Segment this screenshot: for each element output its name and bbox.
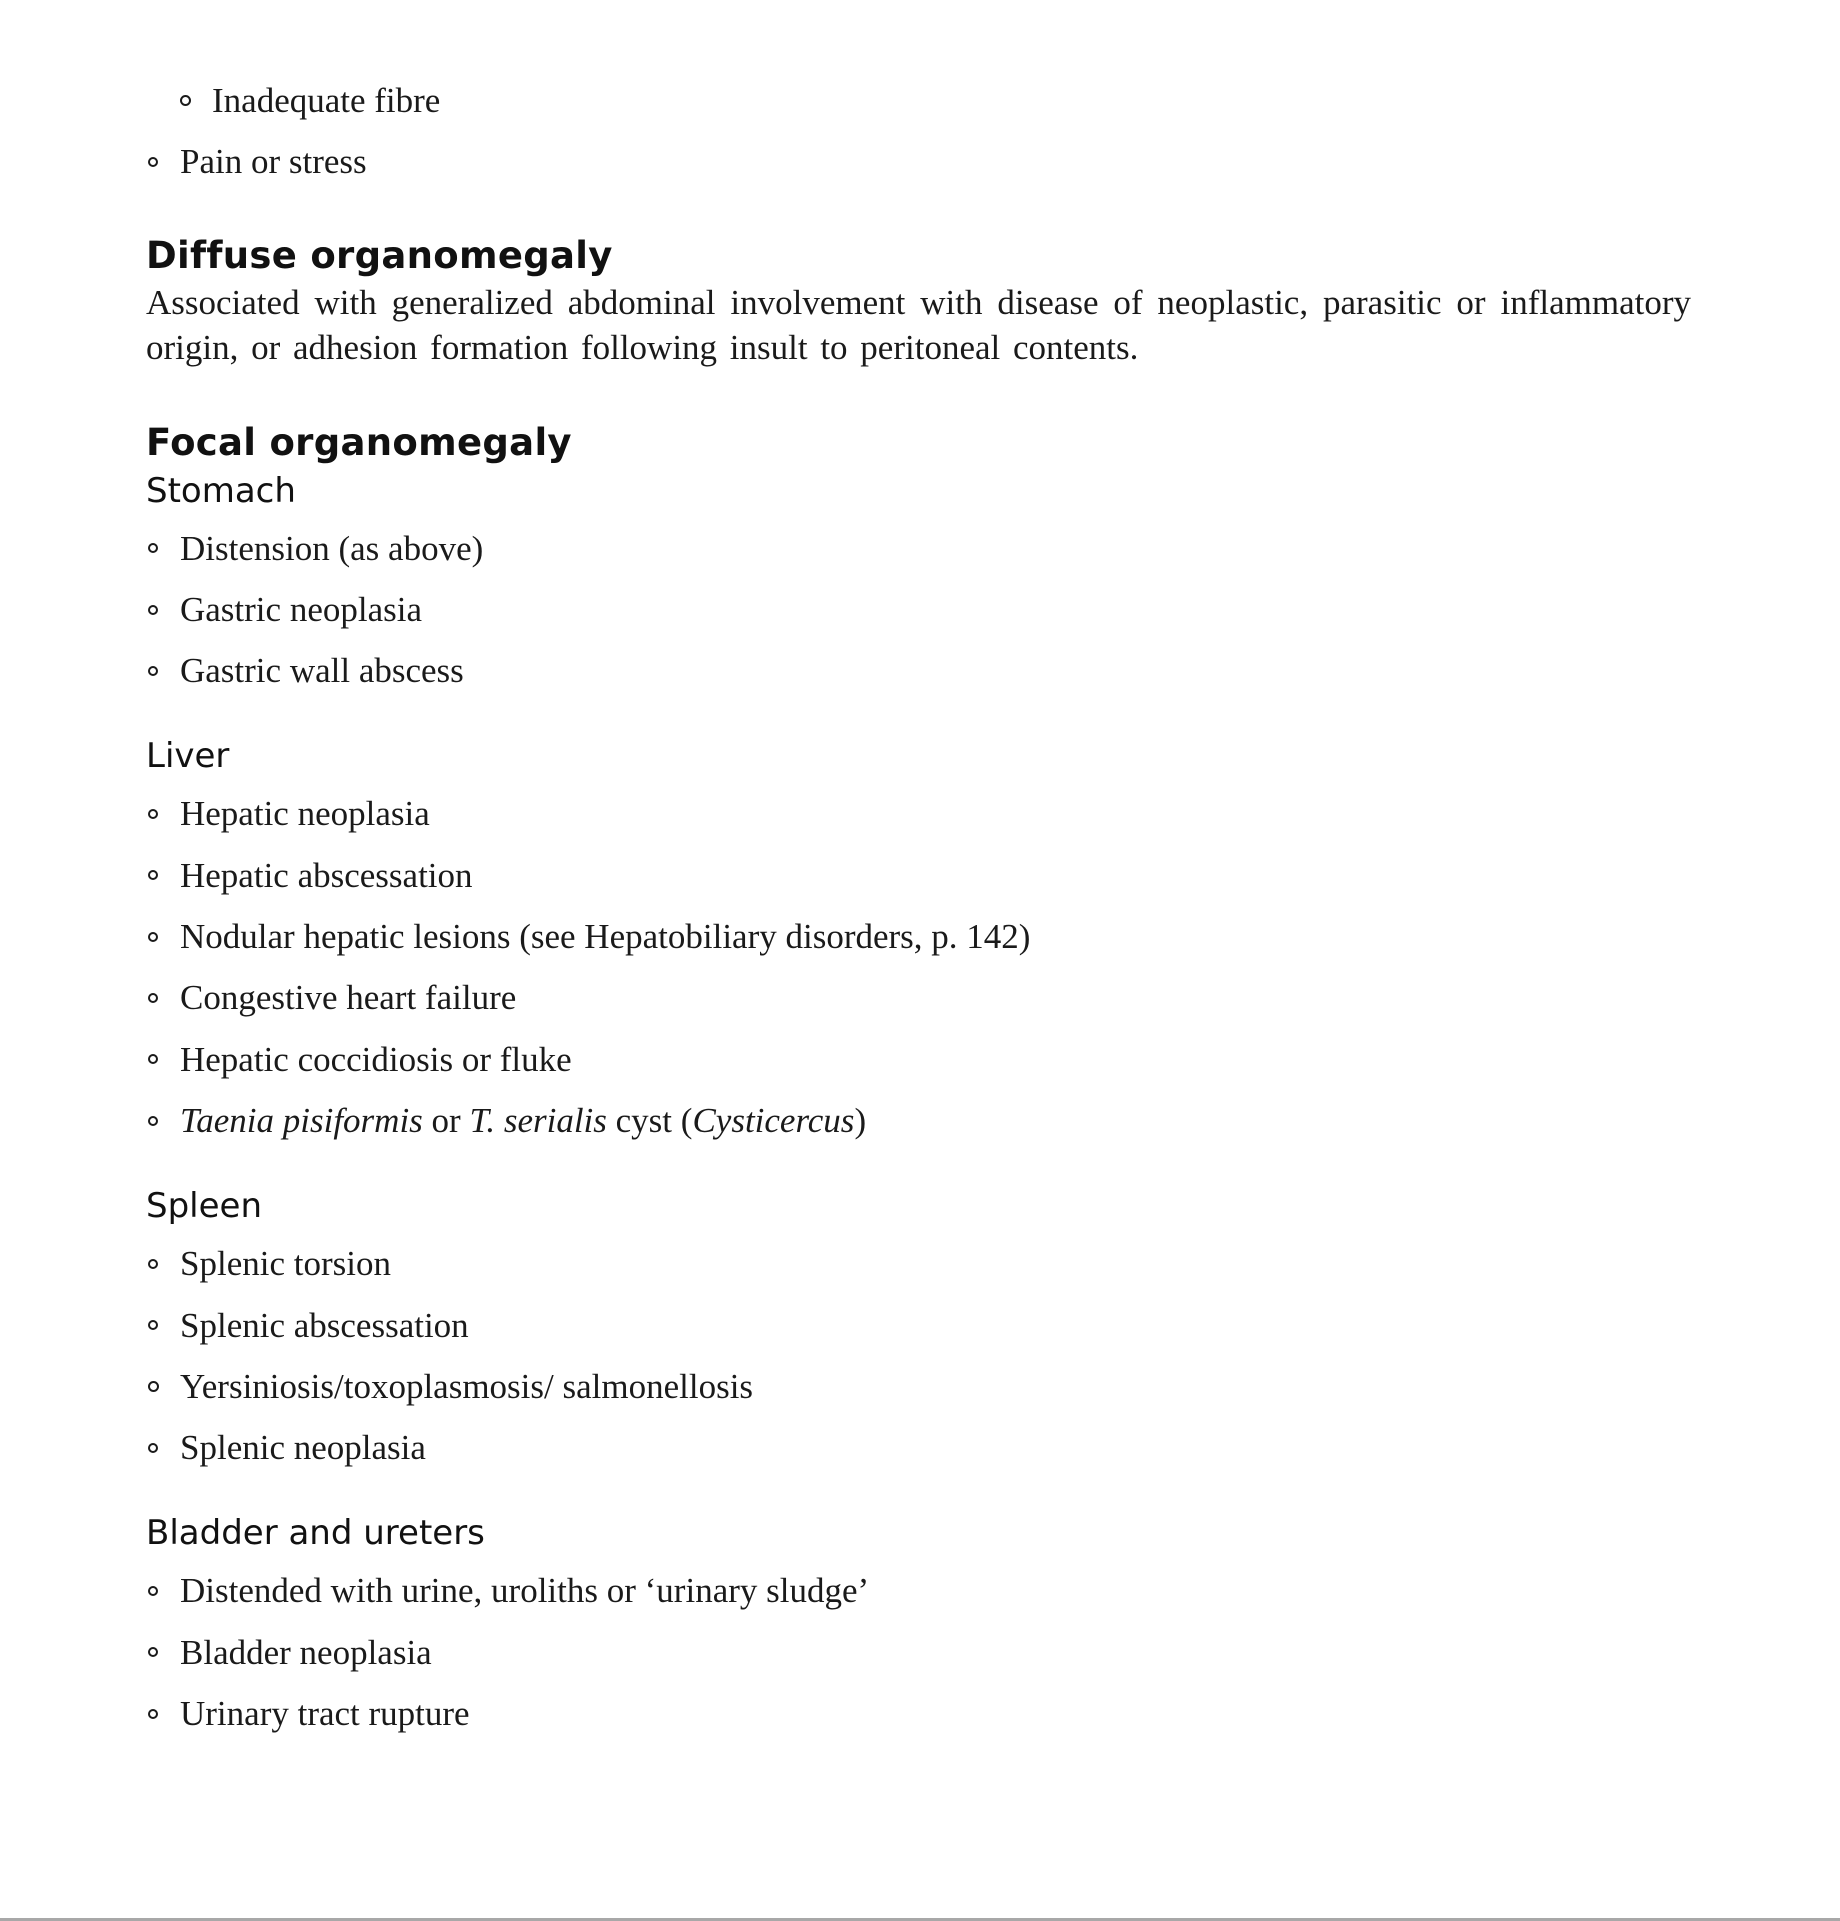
subheading-stomach: Stomach	[146, 470, 296, 511]
list-item	[146, 1417, 1691, 1478]
subheading-liver: Liver	[146, 736, 230, 777]
list-item-text: Gastric wall abscess	[180, 651, 464, 691]
species-name: Taenia pisiformis	[180, 1100, 423, 1140]
list-item-text: )	[854, 1100, 867, 1140]
stomach-list	[146, 518, 1691, 702]
list-item	[146, 906, 1691, 967]
bullet-icon	[148, 1259, 158, 1269]
list-item-text: Inadequate fibre	[212, 81, 441, 120]
bullet-icon	[148, 1054, 158, 1064]
species-name: T. serialis	[469, 1100, 607, 1140]
list-item-text: Splenic torsion	[180, 1244, 391, 1284]
list-item	[146, 845, 1691, 906]
bullet-icon	[148, 932, 158, 942]
list-item	[146, 967, 1691, 1028]
subheading-spleen: Spleen	[146, 1186, 262, 1227]
hollow-bullet-icon	[148, 1381, 159, 1392]
list-item-text: Distension (as above)	[180, 528, 484, 568]
bullet-icon	[148, 1116, 158, 1126]
spleen-list	[146, 1233, 1691, 1478]
list-item-text: Congestive heart failure	[180, 978, 517, 1018]
list-item-text: Hepatic neoplasia	[180, 794, 430, 834]
list-item-text: Splenic abscessation	[180, 1305, 469, 1345]
list-item-text: Yersiniosis/toxoplasmosis/ salmonellosis	[180, 1366, 754, 1406]
genus-name: Cysticercus	[692, 1100, 855, 1140]
list-item	[146, 579, 1691, 640]
bullet-icon	[148, 993, 158, 1003]
bullet-icon	[148, 809, 158, 819]
list-item	[146, 518, 1691, 579]
list-item-text: Bladder neoplasia	[180, 1632, 432, 1672]
section-heading-focal: Focal organomegaly	[146, 420, 572, 464]
bullet-icon	[148, 1443, 158, 1453]
list-item	[146, 1683, 1691, 1744]
section-heading-diffuse: Diffuse organomegaly	[146, 233, 613, 277]
bullet-icon	[148, 543, 158, 553]
list-item-text: Gastric neoplasia	[180, 589, 422, 629]
list-item-text: Splenic neoplasia	[180, 1428, 426, 1468]
list-item-text: Urinary tract rupture	[180, 1694, 470, 1734]
list-item	[146, 1029, 1691, 1090]
bullet-icon	[148, 870, 158, 880]
bullet-icon	[148, 1647, 158, 1657]
list-item	[146, 783, 1691, 844]
bullet-icon	[148, 666, 158, 676]
list-item	[146, 1295, 1691, 1356]
bullet-icon	[148, 605, 158, 615]
bullet-icon	[148, 1709, 158, 1719]
bladder-list	[146, 1560, 1691, 1744]
list-item	[146, 640, 1691, 701]
page-content	[146, 70, 1691, 1744]
list-item	[146, 1622, 1691, 1683]
list-item	[146, 1090, 1691, 1151]
bullet-icon	[148, 1320, 158, 1330]
list-item	[146, 131, 1691, 192]
bullet-icon	[148, 157, 158, 167]
list-item-text: Nodular hepatic lesions (see Hepatobiliary disorders, p. 142)	[180, 917, 1031, 957]
list-item-text: Pain or stress	[180, 142, 367, 182]
section-paragraph-diffuse: Associated with generalized abdominal involvement with disease of neoplastic, parasitic or inflammatory origin, or adhesion formation following insult to peritoneal contents.	[146, 282, 1691, 367]
list-item	[146, 1233, 1691, 1294]
list-item-text: or	[422, 1100, 470, 1140]
hollow-bullet-icon	[180, 95, 191, 106]
subheading-bladder: Bladder and ureters	[146, 1513, 485, 1554]
bullet-icon	[148, 1586, 158, 1596]
list-item-text: Hepatic abscessation	[180, 855, 473, 895]
list-item-text: cyst (	[606, 1100, 693, 1140]
liver-list	[146, 783, 1691, 1151]
list-item-text: Distended with urine, uroliths or ‘urinary sludge’	[180, 1571, 870, 1611]
list-item-text: Hepatic coccidiosis or fluke	[180, 1039, 572, 1079]
list-item-sub	[146, 70, 1691, 131]
list-item	[146, 1560, 1691, 1621]
list-item	[146, 1356, 1691, 1417]
